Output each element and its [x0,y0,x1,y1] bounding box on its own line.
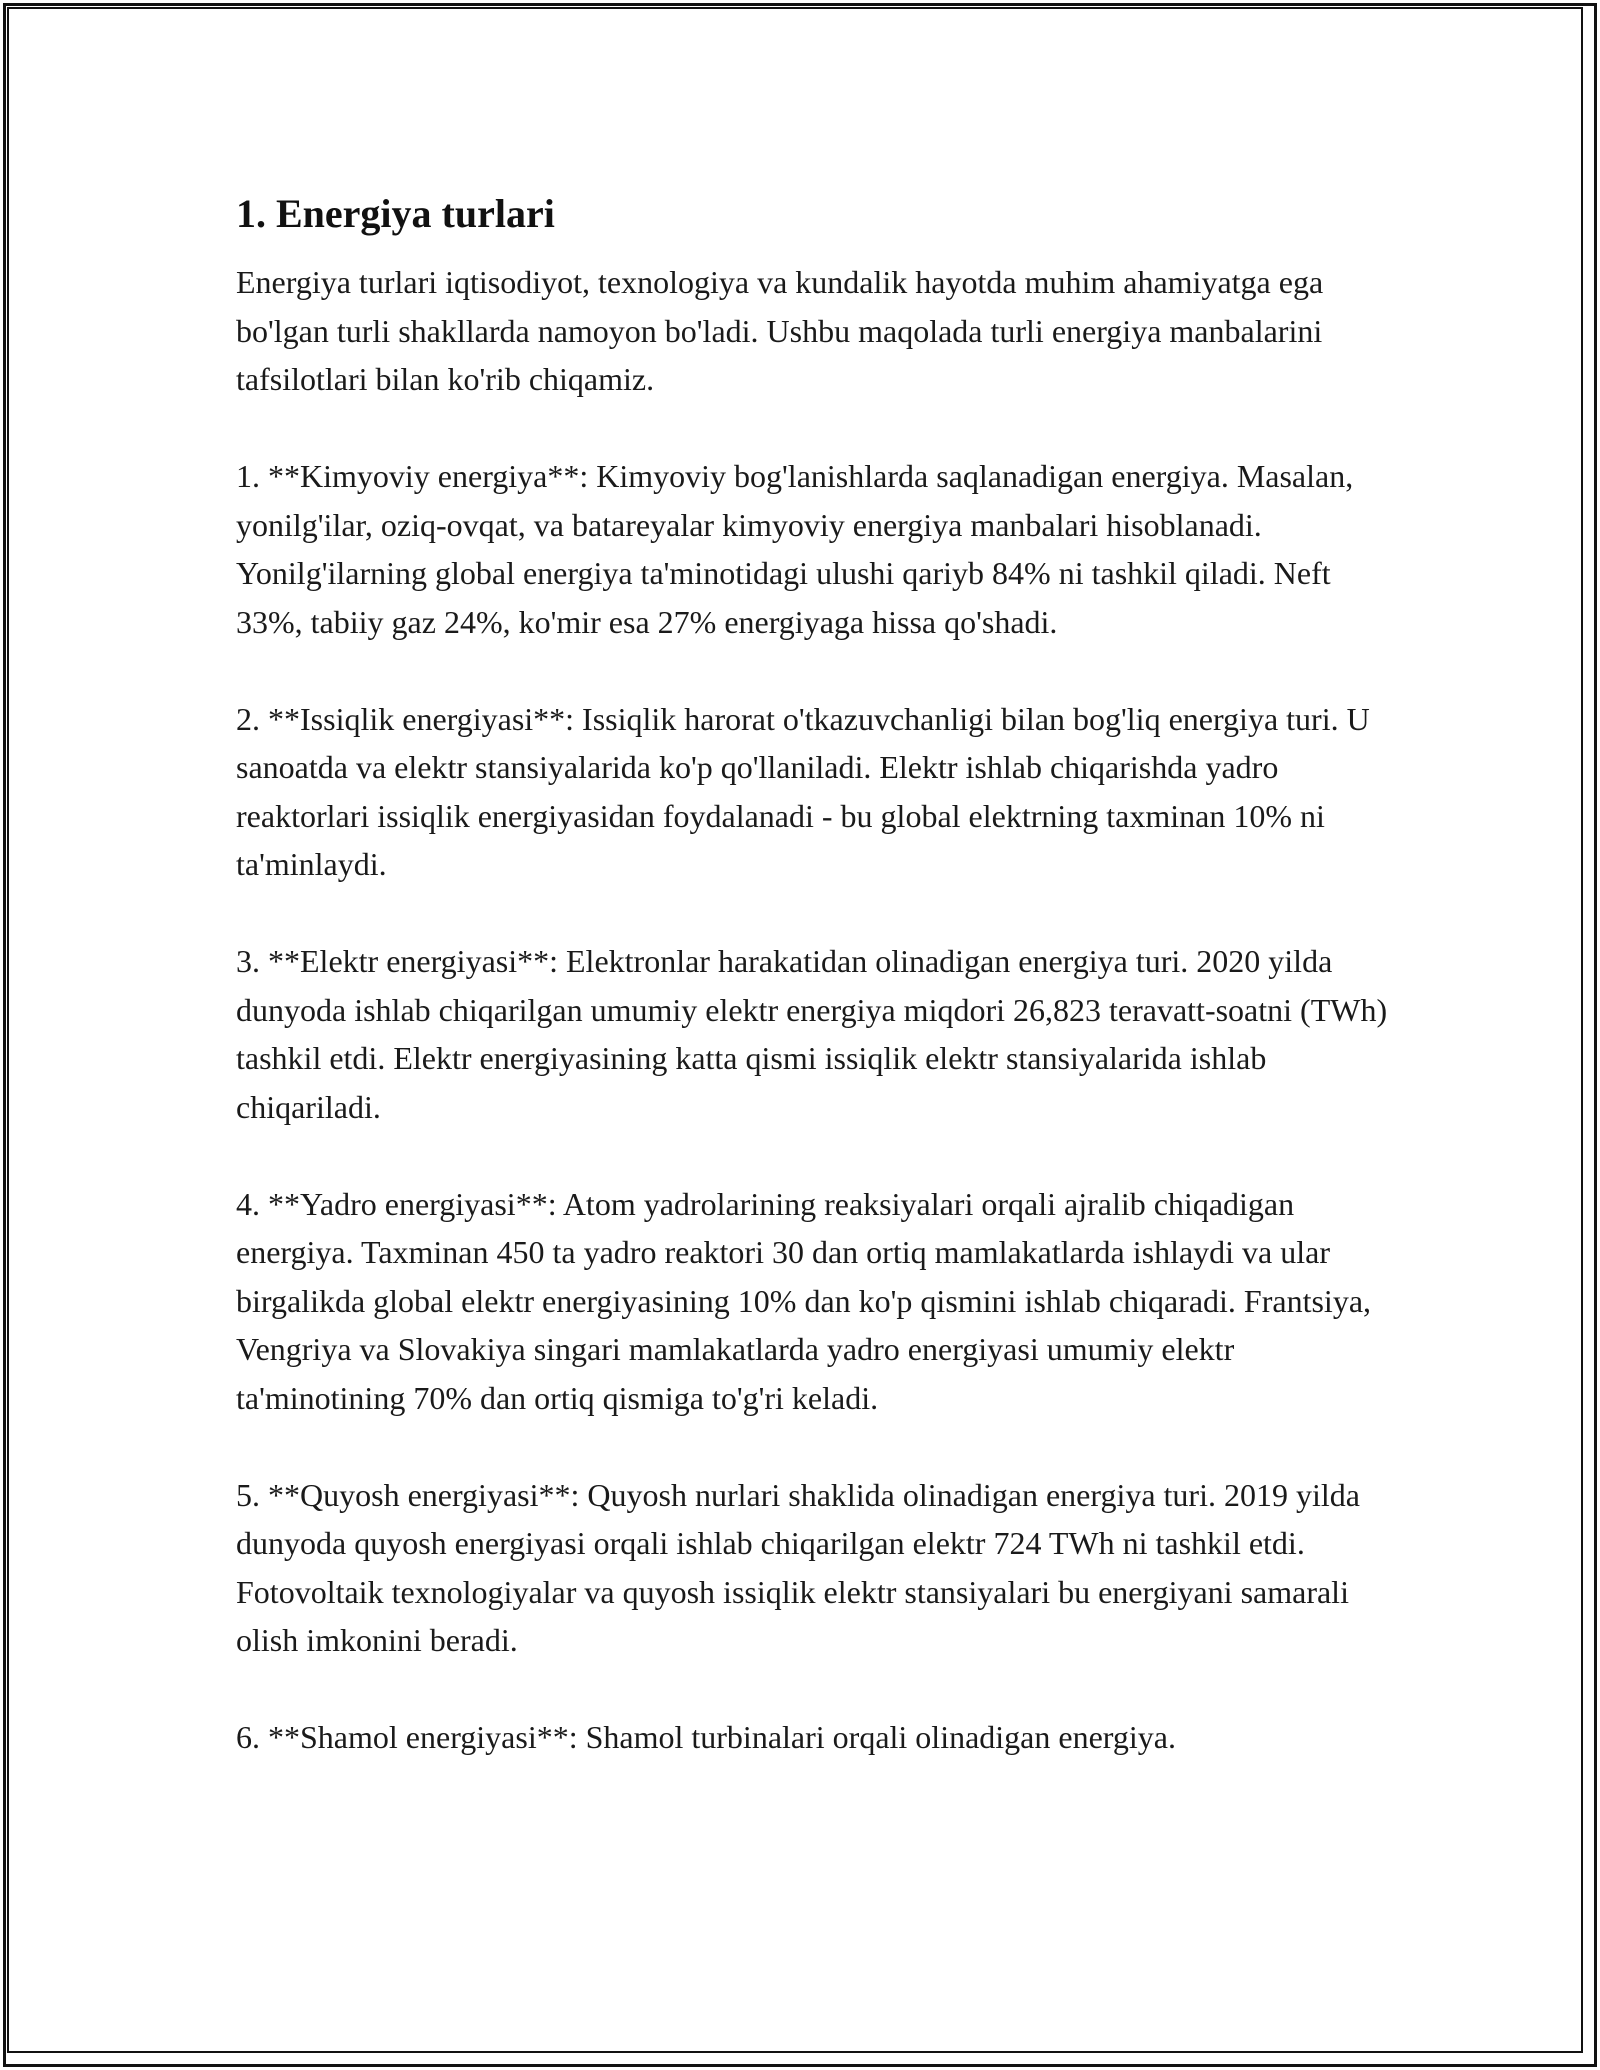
paragraph-thermal-energy: 2. **Issiqlik energiyasi**: Issiqlik harorat o'tkazuvchanligi bilan bog'liq energiya turi. U sanoatda va elektr stansiyalarida ko'p qo'llaniladi. Elektr ishlab chiqarishda yadro reaktorlari issiqlik energiyasidan foydalanadi - bu global elektrning taxminan 10% ni ta'minlaydi. [236,700,1370,882]
paragraph-solar-energy: 5. **Quyosh energiyasi**: Quyosh nurlari shaklida olinadigan energiya turi. 2019 yilda dunyoda quyosh energiyasi orqali ishlab chiqarilgan elektr 724 TWh ni tashkil etdi. Fotovoltaik texnologiyalar va quyosh issiqlik elektr stansiyalari bu energiyani samarali olish imkonini beradi. [236,1476,1360,1658]
paragraph-chemical-energy: 1. **Kimyoviy energiya**: Kimyoviy bog'lanishlarda saqlanadigan energiya. Masalan, yonilg'ilar, oziq-ovqat, va batareyalar kimyoviy energiya manbalari hisoblanadi. Yonilg'ilarning global energiya ta'minotidagi ulushi qariyb 84% ni tashkil qiladi. Neft 33%, tabiiy gaz 24%, ko'mir esa 27% energiyaga hissa qo'shadi. [236,458,1354,640]
page-title: 1. Energiya turlari [236,191,555,236]
document-body [236,188,1396,1762]
intro-paragraph: Energiya turlari iqtisodiyot, texnologiya va kundalik hayotda muhim ahamiyatga ega bo'lgan turli shakllarda namoyon bo'ladi. Ushbu maqolada turli energiya manbalarini tafsilotlari bilan ko'rib chiqamiz. [236,264,1324,397]
paragraph-nuclear-energy: 4. **Yadro energiyasi**: Atom yadrolarining reaksiyalari orqali ajralib chiqadigan energiya. Taxminan 450 ta yadro reaktori 30 dan ortiq mamlakatlarda ishlaydi va ular birgalikda global elektr energiyasining 10% dan ko'p qismini ishlab chiqaradi. Frantsiya, Vengriya va Slovakiya singari mamlakatlarda yadro energiyasi umumiy elektr ta'minotining 70% dan ortiq qismiga to'g'ri keladi. [236,1185,1372,1416]
paragraph-electrical-energy: 3. **Elektr energiyasi**: Elektronlar harakatidan olinadigan energiya turi. 2020 yilda dunyoda ishlab chiqarilgan umumiy elektr energiya miqdori 26,823 teravatt-soatni (TWh) tashkil etdi. Elektr energiyasining katta qismi issiqlik elektr stansiyalarida ishlab chiqariladi. [236,943,1388,1125]
paragraph-wind-energy: 6. **Shamol energiyasi**: Shamol turbinalari orqali olinadigan energiya. [236,1719,1176,1755]
